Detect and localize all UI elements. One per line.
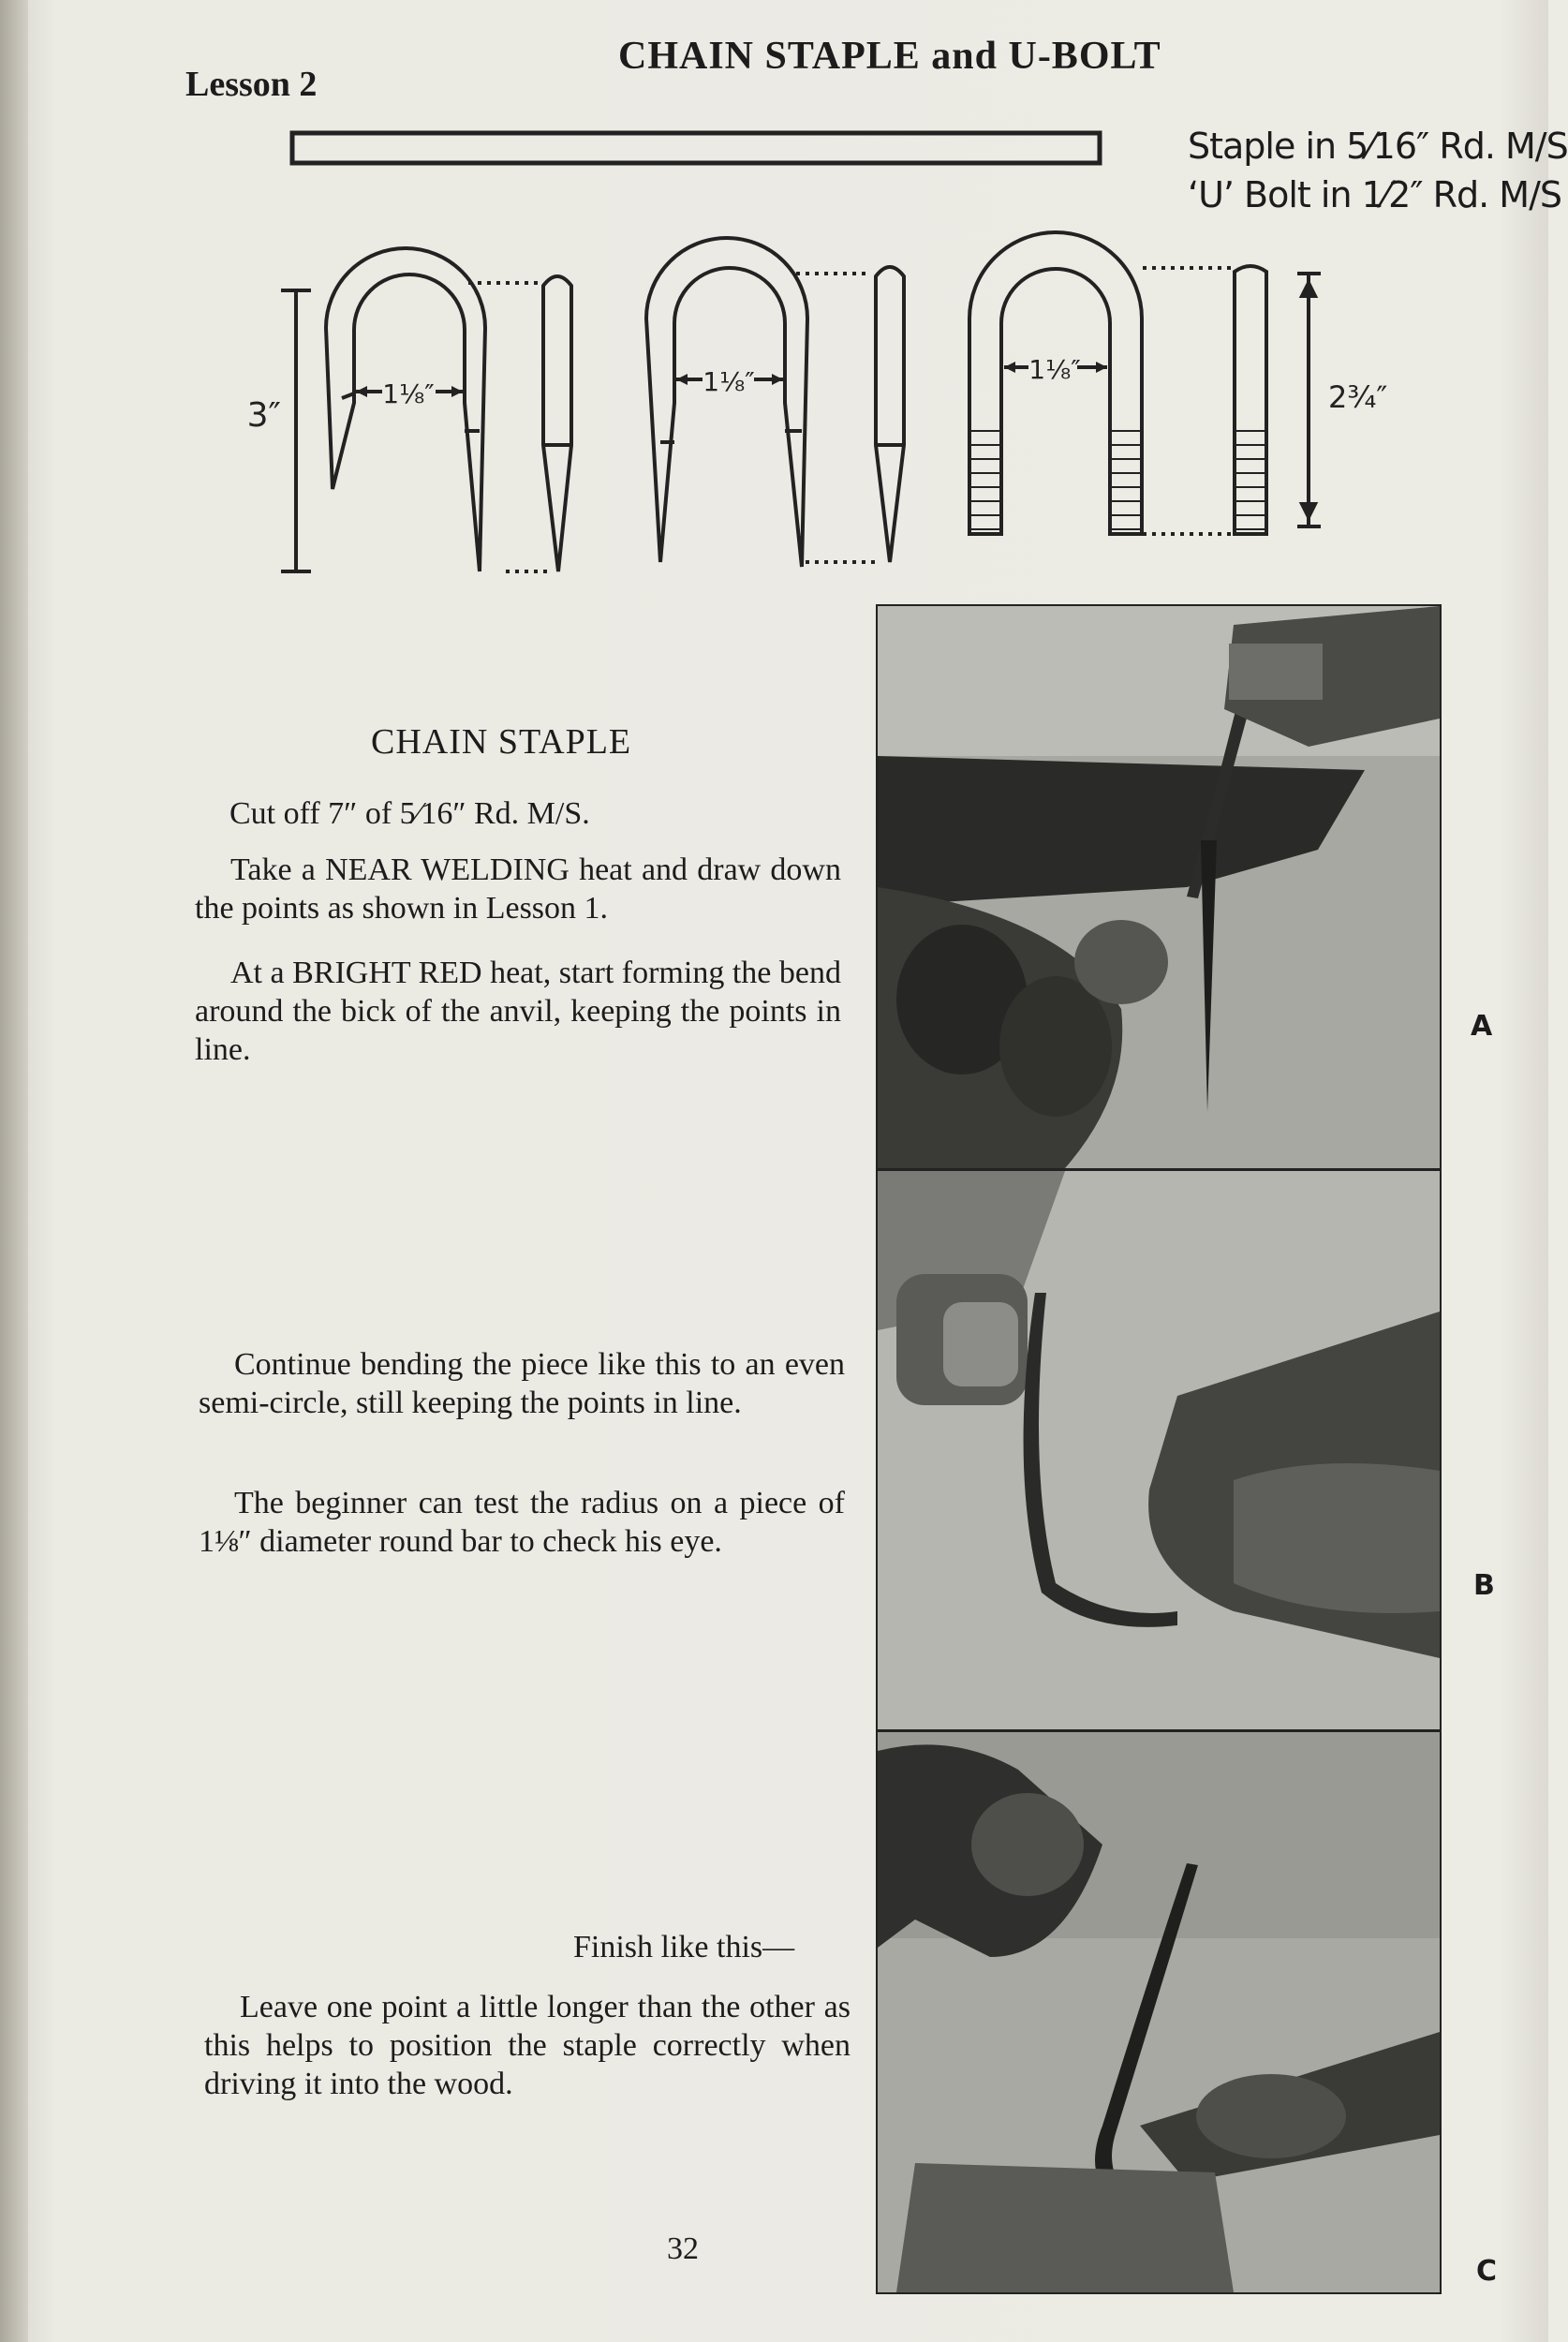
- page-gutter: [0, 0, 28, 2342]
- photo-c-label: C: [1476, 2255, 1498, 2288]
- width-dim-3: 1⅛″: [1028, 354, 1081, 385]
- section-heading: CHAIN STAPLE: [371, 722, 632, 762]
- photo-a-label: A: [1471, 1010, 1493, 1043]
- u-bolt-threads: [969, 431, 1142, 529]
- photo-b-label: B: [1473, 1569, 1495, 1602]
- photo-b: [876, 1169, 1442, 1731]
- instruction-finish: Finish like this—: [573, 1930, 795, 1964]
- height-dim-label: 3″: [246, 396, 281, 435]
- thread-dim-label: 2¾″: [1328, 379, 1388, 415]
- staple-2: [646, 238, 807, 567]
- photo-a-image: [878, 606, 1440, 1168]
- staple-2-side: [876, 267, 904, 562]
- u-bolt-side: [1235, 266, 1266, 534]
- spec-u-bolt: ‘U’ Bolt in 1⁄2″ Rd. M/S: [1188, 174, 1561, 215]
- page-title: CHAIN STAPLE and U-BOLT: [618, 35, 1161, 78]
- instruction-cut: Cut off 7″ of 5⁄16″ Rd. M/S.: [229, 796, 590, 831]
- spec-staple: Staple in 5⁄16″ Rd. M/S: [1188, 126, 1568, 167]
- width-dim-2: 1⅛″: [703, 366, 755, 397]
- width-dim-1: 1⅛″: [382, 378, 435, 409]
- staple-1: [326, 248, 485, 571]
- lesson-label: Lesson 2: [185, 65, 318, 104]
- instruction-continue: Continue bending the piece like this to an even semi-circle, still keeping the points in line.: [199, 1347, 845, 1420]
- instruction-heat: Take a NEAR WELDING heat and draw down the points as shown in Lesson 1.: [195, 852, 841, 926]
- photo-a: [876, 604, 1442, 1170]
- photo-c: [876, 1730, 1442, 2294]
- instruction-bend: At a BRIGHT RED heat, start forming the bend around the bick of the anvil, keeping the points in line.: [195, 956, 841, 1067]
- instruction-radius: The beginner can test the radius on a piece of 1⅛″ diameter round bar to check his eye.: [199, 1486, 845, 1559]
- instruction-longer-point: Leave one point a little longer than the other as this helps to position the staple correctly when driving it into the wood.: [204, 1990, 851, 2101]
- stock-bar: [292, 133, 1100, 163]
- staple-1-side: [543, 276, 571, 571]
- photo-c-image: [878, 1732, 1440, 2292]
- photo-b-image: [878, 1171, 1440, 1729]
- page-number: 32: [667, 2231, 699, 2266]
